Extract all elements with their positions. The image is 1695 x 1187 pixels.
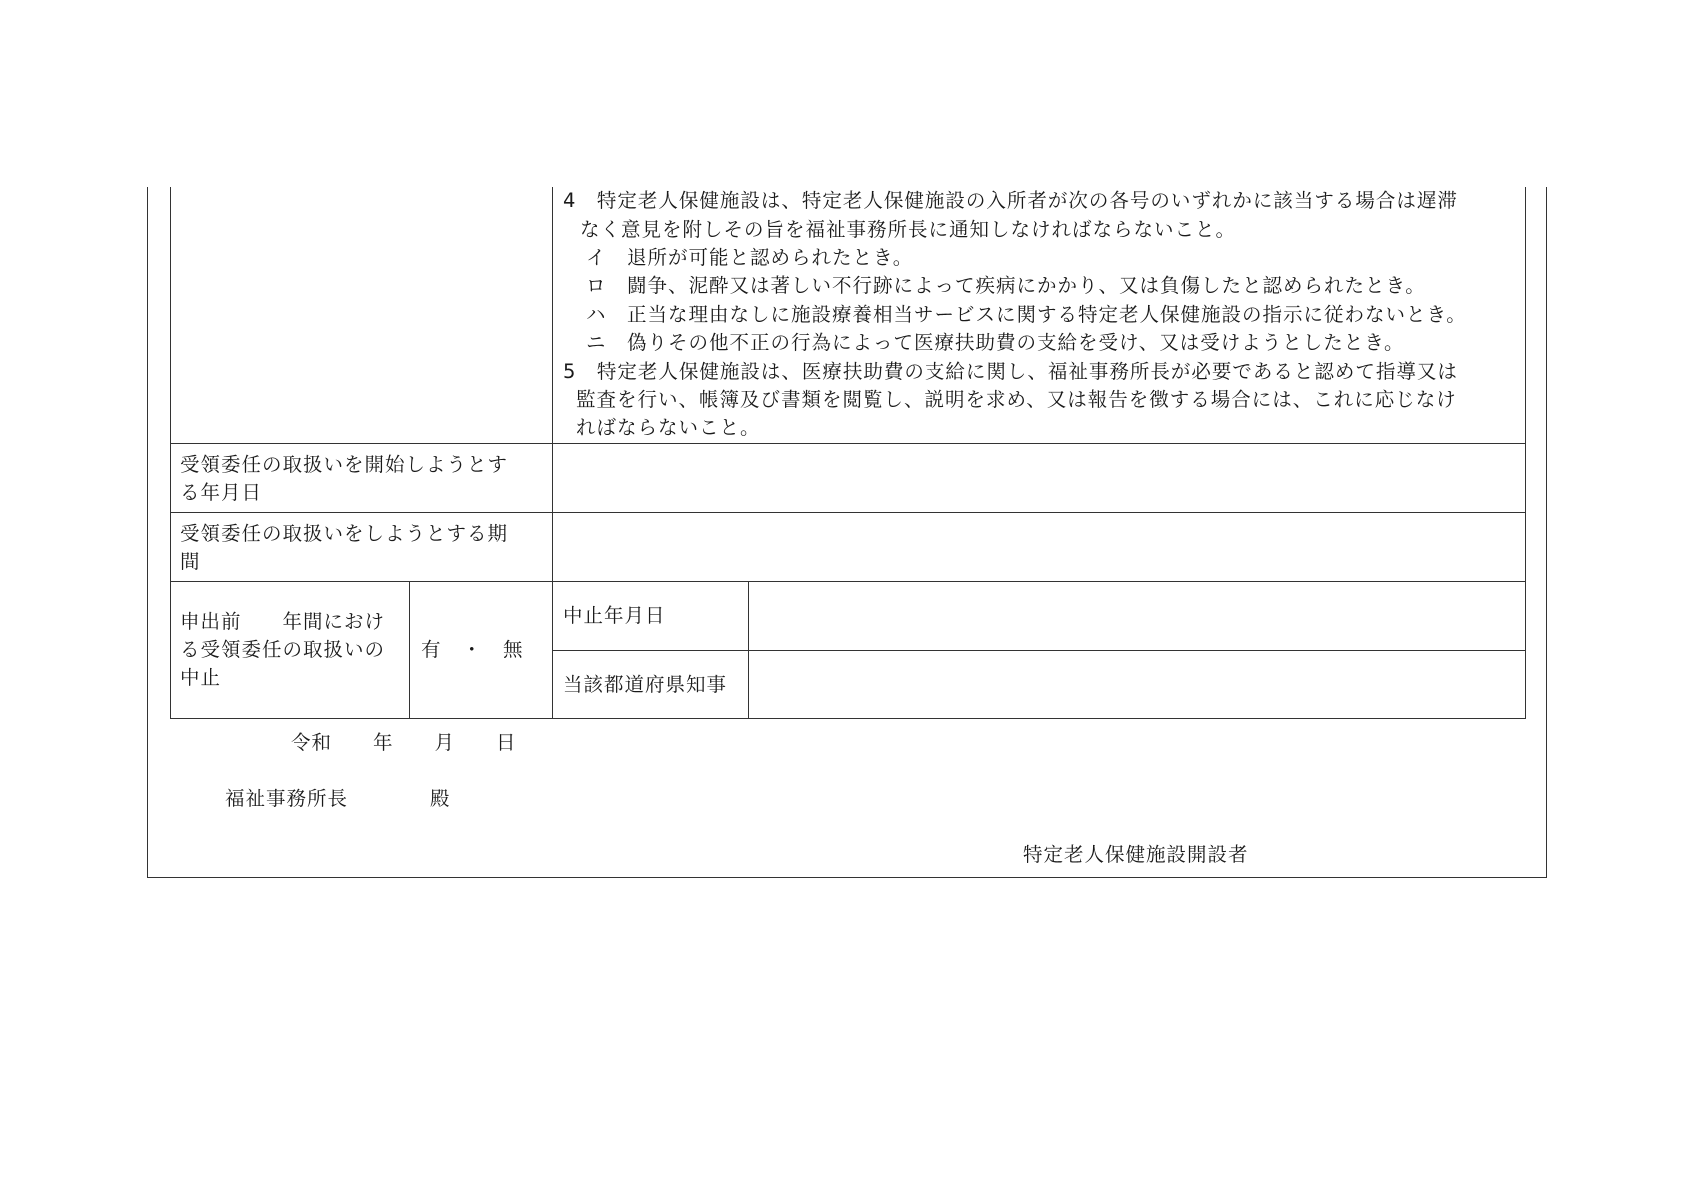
item4-line2: なく意見を附しその旨を福祉事務所長に通知しなければならないこと。 [580,218,1237,241]
suspension-date-field[interactable] [749,582,1525,650]
governor-label: 当該都道府県知事 [563,673,728,696]
suspension-label-line3: 中止 [180,666,222,689]
period-label-line2: 間 [180,550,201,573]
item5-line1: 5 特定老人保健施設は、医療扶助費の支給に関し、福祉事務所長が必要であると認めて指導又は [563,360,1458,383]
item5-line3: ればならないこと。 [576,416,761,439]
period-field[interactable] [553,513,1525,581]
item5-line2: 監査を行い、帳簿及び書類を閲覧し、説明を求め、又は報告を徴する場合には、これに応じなけ [576,388,1457,411]
item4-i: イ 退所が可能と認められたとき。 [586,246,914,269]
governor-field[interactable] [749,651,1525,719]
footer-applicant: 特定老人保健施設開設者 [1023,843,1249,866]
footer-addressee: 福祉事務所長 殿 [225,787,451,810]
period-label-line1: 受領委任の取扱いをしようとする期 [180,522,509,545]
footer-date: 令和 年 月 日 [291,731,517,754]
column-divider [409,581,410,719]
start-date-field[interactable] [553,444,1525,512]
suspension-date-label: 中止年月日 [563,604,666,627]
item4-ha: ハ 正当な理由なしに施設療養相当サービスに関する特定老人保健施設の指示に従わないとき。 [586,303,1467,326]
item4-ni: ニ 偽りその他不正の行為によって医療扶助費の支給を受け、又は受けようとしたとき。 [586,331,1405,354]
item4-ro: ロ 闘争、泥酔又は著しい不行跡によって疾病にかかり、又は負傷したと認められたとき。 [586,274,1426,297]
start-date-label-line1: 受領委任の取扱いを開始しようとす [180,453,509,476]
suspension-choice[interactable]: 有 ・ 無 [421,638,524,661]
suspension-label-line1: 申出前 年間におけ [180,610,386,633]
suspension-label-line2: る受領委任の取扱いの [180,638,386,661]
item4-line1: 4 特定老人保健施設は、特定老人保健施設の入所者が次の各号のいずれかに該当する場合は遅滞 [563,189,1458,212]
start-date-label-line2: る年月日 [180,481,263,504]
